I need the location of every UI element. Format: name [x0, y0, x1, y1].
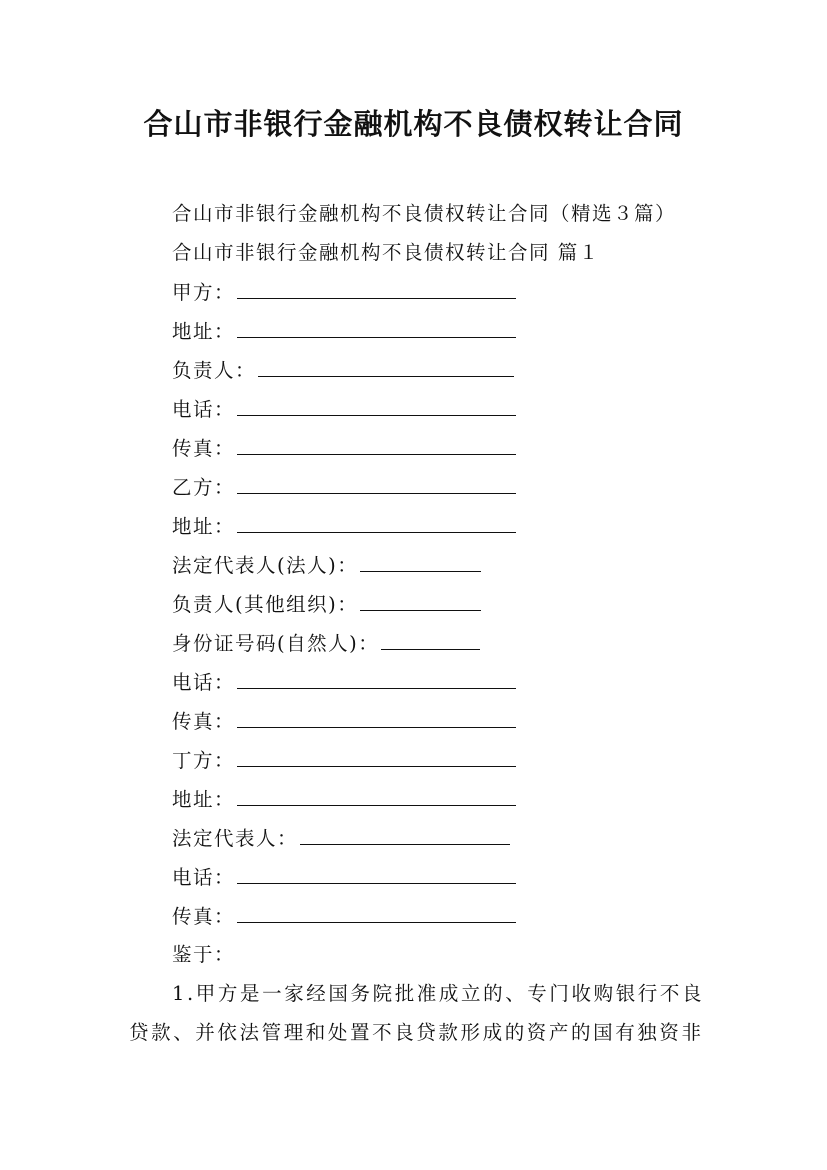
fill-blank[interactable]	[360, 584, 481, 611]
field-label: 电话：	[172, 671, 236, 694]
field-label: 传真：	[172, 710, 236, 733]
fill-blank[interactable]	[237, 740, 516, 767]
field-party-a-responsible	[172, 350, 514, 389]
whereas-label: 鉴于：	[172, 943, 236, 966]
field-party-a-address	[172, 311, 516, 350]
field-party-d-address	[172, 779, 516, 818]
fill-blank[interactable]	[237, 857, 516, 884]
field-label: 负责人：	[172, 359, 257, 382]
field-label: 甲方：	[172, 281, 236, 304]
fill-blank[interactable]	[237, 428, 516, 455]
fill-blank[interactable]	[237, 896, 516, 923]
field-label: 法定代表人：	[172, 827, 299, 850]
field-label: 传真：	[172, 437, 236, 460]
fill-blank[interactable]	[258, 350, 514, 377]
field-label: 传真：	[172, 905, 236, 928]
field-party-d-phone	[172, 857, 516, 896]
field-party-a-phone	[172, 389, 516, 428]
paragraph-line: 贷款、并依法管理和处置不良贷款形成的资产的国有独资非	[129, 1021, 704, 1044]
field-party-d	[172, 740, 516, 779]
fill-blank[interactable]	[237, 506, 516, 533]
field-party-b	[172, 467, 516, 506]
fill-blank[interactable]	[237, 467, 516, 494]
fill-blank[interactable]	[300, 818, 510, 845]
field-label: 地址：	[172, 788, 236, 811]
fill-blank[interactable]	[237, 779, 516, 806]
field-party-b-responsible	[172, 584, 481, 623]
field-label: 乙方：	[172, 476, 236, 499]
field-party-b-address	[172, 506, 516, 545]
document-title: 合山市非银行金融机构不良债权转让合同	[143, 107, 684, 141]
field-party-b-phone	[172, 662, 516, 701]
field-label: 负责人(其他组织)：	[172, 593, 359, 616]
field-party-b-legal-rep	[172, 545, 481, 584]
fill-blank[interactable]	[237, 662, 516, 689]
field-party-d-legal-rep	[172, 818, 510, 857]
fill-blank[interactable]	[237, 311, 516, 338]
field-label: 法定代表人(法人)：	[172, 554, 359, 577]
field-party-a-fax	[172, 428, 516, 467]
fill-blank[interactable]	[360, 545, 481, 572]
field-label: 丁方：	[172, 749, 236, 772]
fill-blank[interactable]	[237, 701, 516, 728]
fill-blank[interactable]	[381, 623, 480, 650]
section-heading: 合山市非银行金融机构不良债权转让合同 篇１	[172, 241, 600, 264]
field-label: 电话：	[172, 866, 236, 889]
paragraph-line: 1.甲方是一家经国务院批准成立的、专门收购银行不良	[172, 982, 705, 1005]
field-label: 地址：	[172, 515, 236, 538]
document-subtitle: 合山市非银行金融机构不良债权转让合同（精选３篇）	[172, 202, 677, 225]
field-party-b-fax	[172, 701, 516, 740]
field-label: 身份证号码(自然人)：	[172, 632, 380, 655]
fill-blank[interactable]	[237, 389, 516, 416]
fill-blank[interactable]	[237, 272, 516, 299]
field-label: 电话：	[172, 398, 236, 421]
field-party-b-id-number	[172, 623, 480, 662]
field-label: 地址：	[172, 320, 236, 343]
field-party-a	[172, 272, 516, 311]
field-party-d-fax	[172, 896, 516, 935]
